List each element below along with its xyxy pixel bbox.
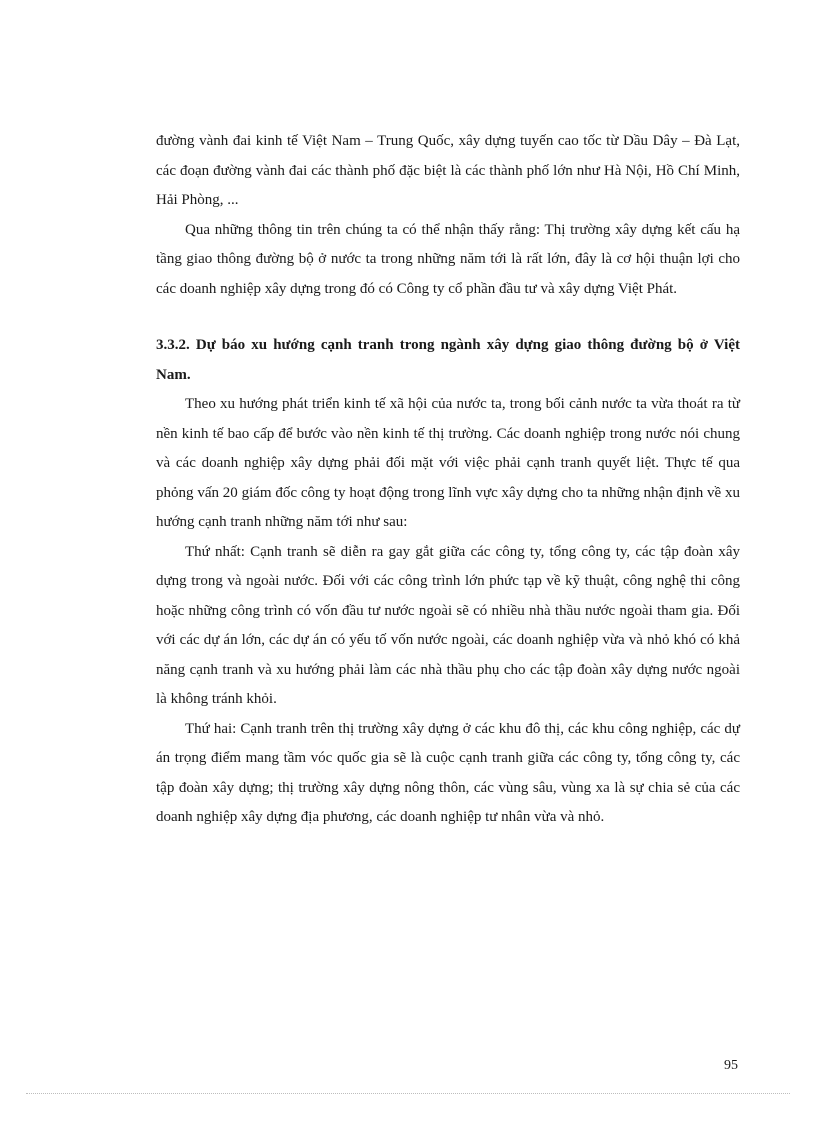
paragraph-competition-intro: Theo xu hướng phát triển kinh tế xã hội của nước ta, trong bối cảnh nước ta vừa thoát ra từ nền kinh tế bao cấp để bước vào nền kinh tế thị trường. Các doanh nghiệp trong nước nói chung và các doanh nghiệp xây dựng phải đối mặt với việc phải cạnh tranh quyết liệt. Thực tế qua phỏng vấn 20 giám đốc công ty hoạt động trong lĩnh vực xây dựng cho ta những nhận định về xu hướng cạnh tranh những năm tới như sau: bbox=[156, 396, 740, 530]
paragraph-continuation: đường vành đai kinh tế Việt Nam – Trung Quốc, xây dựng tuyến cao tốc từ Dầu Dây – Đà Lạt, các đoạn đường vành đai các thành phố đặc biệt là các thành phố lớn như Hà Nội, Hồ Chí Minh, Hải Phòng, ... bbox=[156, 133, 740, 208]
paragraph-first-trend: Thứ nhất: Cạnh tranh sẽ diễn ra gay gắt giữa các công ty, tổng công ty, các tập đoàn xây dựng trong và ngoài nước. Đối với các công trình lớn phức tạp về kỹ thuật, công nghệ thi công hoặc những công trình có vốn đầu tư nước ngoài sẽ có nhiều nhà thầu nước ngoài tham gia. Đối với các dự án lớn, các dự án có yếu tố vốn nước ngoài, các doanh nghiệp vừa và nhỏ khó có khả năng cạnh tranh và xu hướng phải làm các nhà thầu phụ cho các tập đoàn xây dựng nước ngoài là không tránh khỏi. bbox=[156, 543, 740, 707]
page-number: 95 bbox=[724, 1058, 738, 1073]
paragraph-market-summary: Qua những thông tin trên chúng ta có thể nhận thấy rằng: Thị trường xây dựng kết cấu hạ tầng giao thông đường bộ ở nước ta trong những năm tới là rất lớn, đây là cơ hội thuận lợi cho các doanh nghiệp xây dựng trong đó có Công ty cổ phần đầu tư và xây dựng Việt Phát. bbox=[156, 221, 740, 297]
section-heading: 3.3.2. Dự báo xu hướng cạnh tranh trong ngành xây dựng giao thông đường bộ ở Việt Nam. bbox=[156, 337, 740, 383]
page-body bbox=[156, 127, 740, 833]
paragraph-second-trend: Thứ hai: Cạnh tranh trên thị trường xây dựng ở các khu đô thị, các khu công nghiệp, các dự án trọng điểm mang tầm vóc quốc gia sẽ là cuộc cạnh tranh giữa các công ty, tổng công ty, các tập đoàn xây dựng; thị trường xây dựng nông thôn, các vùng sâu, vùng xa là sự chia sẻ của các doanh nghiệp xây dựng địa phương, các doanh nghiệp tư nhân vừa và nhỏ. bbox=[156, 720, 740, 825]
page-bottom-divider bbox=[26, 1093, 790, 1094]
